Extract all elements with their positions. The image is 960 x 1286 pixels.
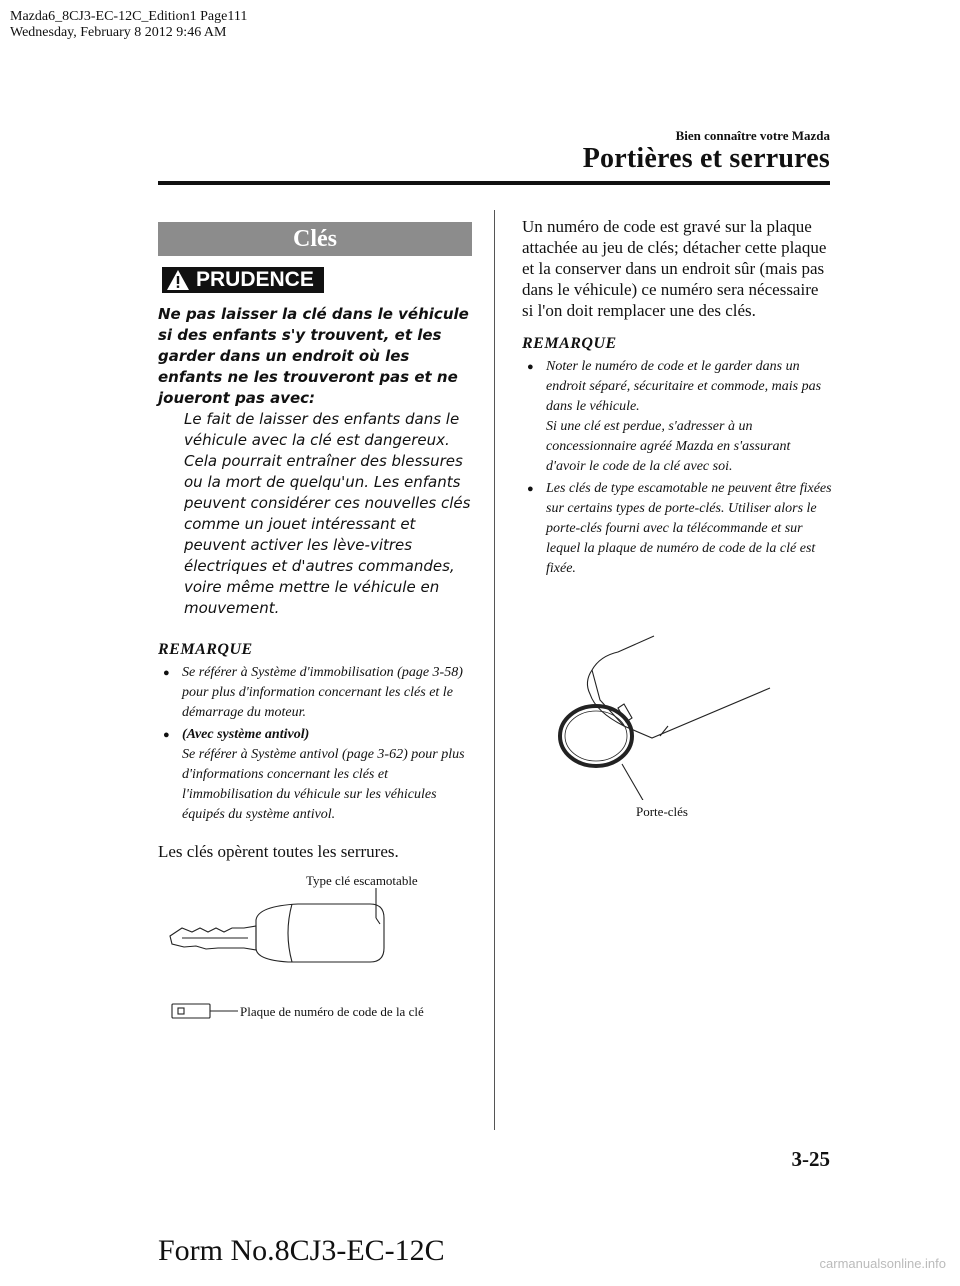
list-item xyxy=(158,663,472,723)
note-text: Si une clé est perdue, s'adresser à un concessionnaire agréé Mazda en s'assurant d'avoir le code de la clé avec soi. xyxy=(546,419,791,474)
warning-bold-text: Ne pas laisser la clé dans le véhicule si des enfants s'y trouvent, et les garder dans un endroit où les enfants ne les trouveront pas et ne joueront pas avec: xyxy=(158,305,469,407)
header-rule xyxy=(158,181,830,185)
key-ring-illustration xyxy=(540,630,780,800)
warning-label: PRUDENCE xyxy=(196,268,314,291)
section-title: Clés xyxy=(158,222,472,256)
remarque-list xyxy=(522,357,832,579)
header-title: Portières et serrures xyxy=(582,143,830,174)
remarque-list xyxy=(158,663,472,825)
note-text: Noter le numéro de code et le garder dans un endroit séparé, sécuritaire et commode, mais pas dans le véhicule. xyxy=(546,359,822,414)
right-remarque xyxy=(522,335,832,579)
list-item xyxy=(158,725,472,825)
note-text: Les clés de type escamotable ne peuvent être fixées sur certains types de porte-clés. Utiliser alors le porte-clés fourni avec la télécommande et sur lequel la plaque de numéro de code de la clé est fixée. xyxy=(546,481,832,576)
remarque-title: REMARQUE xyxy=(522,335,617,352)
bullet-icon: ● xyxy=(527,361,534,373)
column-divider xyxy=(494,210,495,1130)
figure1-label-bottom: Plaque de numéro de code de la clé xyxy=(240,1004,424,1019)
list-item xyxy=(522,357,832,477)
figure1-label-top: Type clé escamotable xyxy=(306,873,418,888)
right-body-text: Un numéro de code est gravé sur la plaque attachée au jeu de clés; détacher cette plaque et la conserver dans un endroit sûr (mais pas dans le véhicule) ce numéro sera nécessaire si l'on doit remplacer une des clés. xyxy=(522,217,827,320)
header-subtitle: Bien connaître votre Mazda xyxy=(675,128,830,143)
right-column xyxy=(522,216,832,581)
list-item xyxy=(522,479,832,579)
form-number: Form No.8CJ3-EC-12C xyxy=(158,1234,445,1267)
left-body-text: Les clés opèrent toutes les serrures. xyxy=(158,842,399,861)
note-text: Se référer à Système antivol (page 3-62) pour plus d'informations concernant les clés et l'immobilisation du véhicule sur les véhicules équipés du système antivol. xyxy=(182,747,465,822)
note-text: Se référer à Système d'immobilisation (page 3-58) pour plus d'information concernant les clés et le démarrage du moteur. xyxy=(182,665,463,720)
bullet-icon: ● xyxy=(527,483,534,495)
figure2-label: Porte-clés xyxy=(636,804,688,819)
print-info-file: Mazda6_8CJ3-EC-12C_Edition1 Page111 xyxy=(10,9,248,24)
warning-icon xyxy=(166,269,190,291)
left-column xyxy=(158,222,472,862)
bullet-icon: ● xyxy=(163,667,170,679)
left-remarque xyxy=(158,641,472,825)
bullet-icon: ● xyxy=(163,729,170,741)
page-number: 3-25 xyxy=(791,1147,830,1171)
note-heading: (Avec système antivol) xyxy=(182,727,310,742)
warning-badge xyxy=(162,267,324,293)
print-info xyxy=(10,9,247,41)
remarque-title: REMARQUE xyxy=(158,641,253,658)
warning-body-text: Le fait de laisser des enfants dans le véhicule avec la clé est dangereux. Cela pourrait entraîner des blessures ou la mort de quelqu'un. Les enfants peuvent considérer ces nouvelles clés comme un jouet intéressant et peuvent activer les lève-vitres électriques et d'autres commandes, voire même mettre le véhicule en mouvement. xyxy=(184,410,471,617)
print-info-date: Wednesday, February 8 2012 9:46 AM xyxy=(10,25,227,40)
watermark: carmanualsonline.info xyxy=(819,1256,946,1271)
